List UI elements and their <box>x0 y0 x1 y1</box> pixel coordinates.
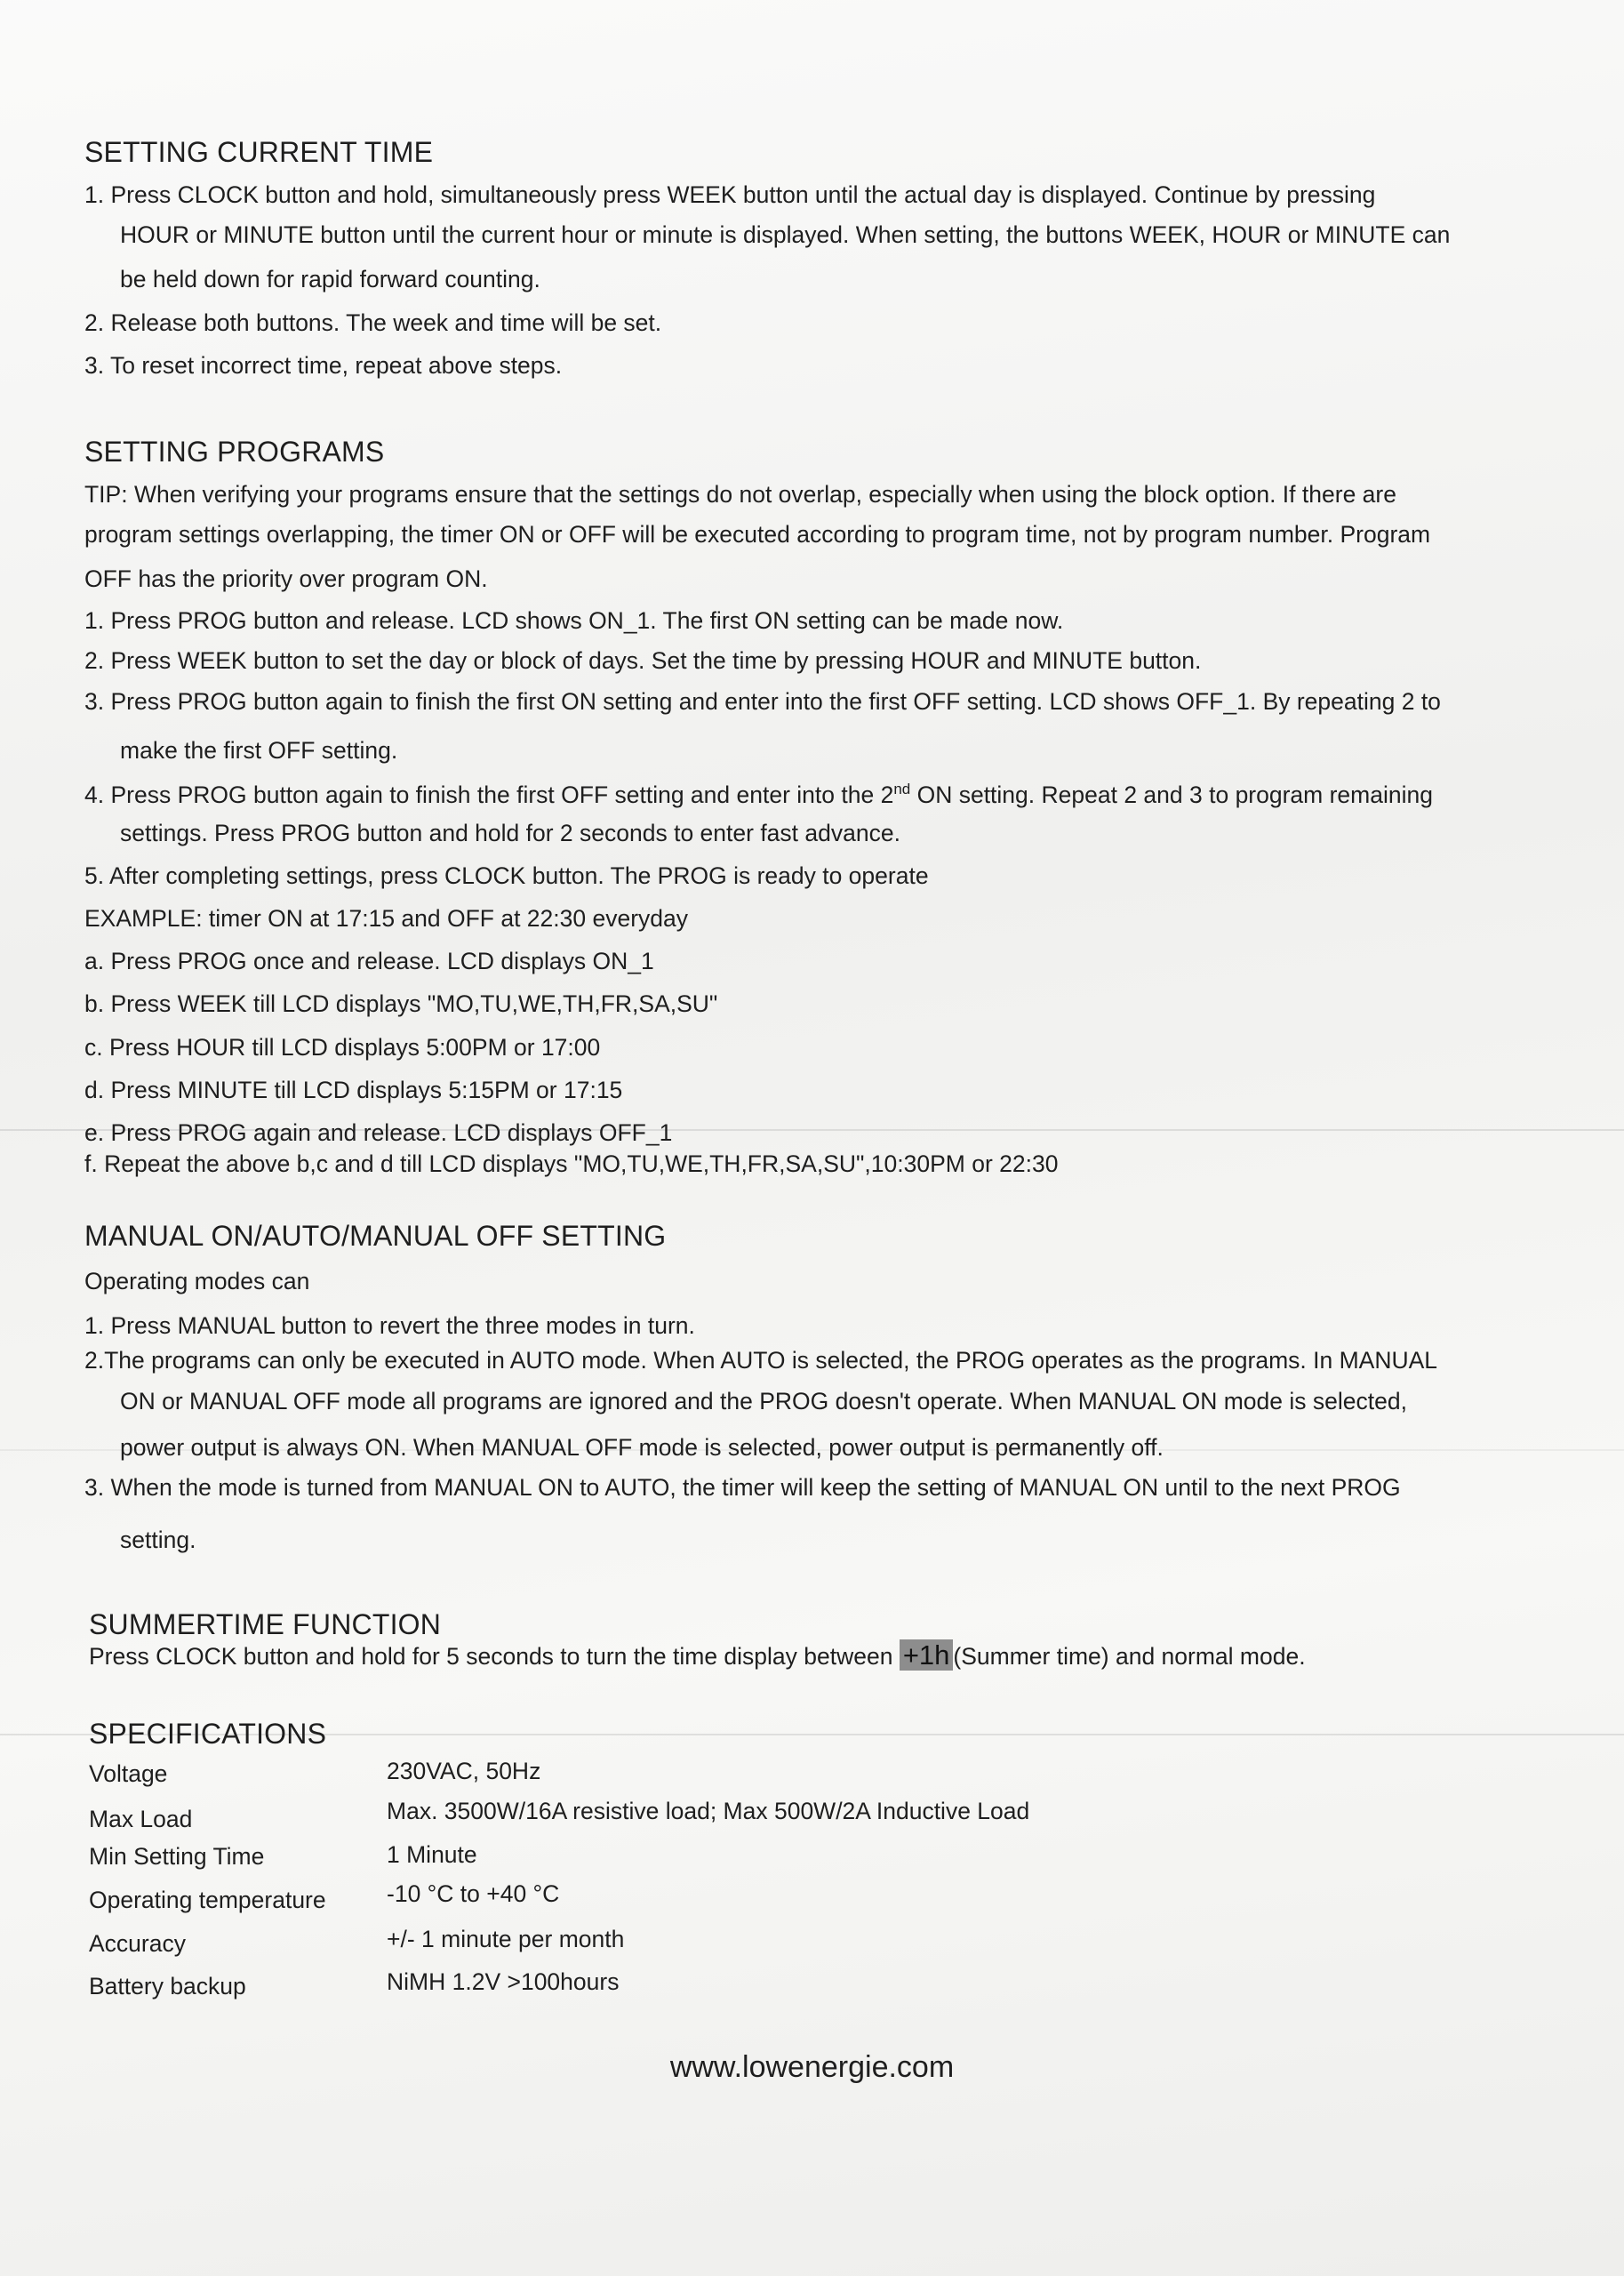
spec-value: NiMH 1.2V >100hours <box>387 1968 620 1995</box>
section-title-specs: SPECIFICATIONS <box>89 1718 327 1750</box>
plus-one-hour-badge: +1h <box>900 1639 954 1671</box>
programs-line: 1. Press PROG button and release. LCD shows ON_1. The first ON setting can be made now. <box>84 607 1064 634</box>
manual-line: power output is always ON. When MANUAL OFF mode is selected, power output is permanently off. <box>120 1434 1164 1461</box>
example-line: EXAMPLE: timer ON at 17:15 and OFF at 22:30 everyday <box>84 905 689 932</box>
section-title-current-time: SETTING CURRENT TIME <box>84 136 434 168</box>
spec-value: 1 Minute <box>387 1841 477 1868</box>
spec-label: Max Load <box>89 1806 193 1832</box>
programs-line: 3. Press PROG button again to finish the first ON setting and enter into the first OFF setting. LCD shows OFF_1. By repeating 2 to <box>84 688 1441 715</box>
programs-line: 2. Press WEEK button to set the day or block of days. Set the time by pressing HOUR and MINUTE button. <box>84 647 1202 674</box>
programs-line: 5. After completing settings, press CLOCK button. The PROG is ready to operate <box>84 862 929 889</box>
example-step: d. Press MINUTE till LCD displays 5:15PM or 17:15 <box>84 1077 623 1103</box>
spec-label: Min Setting Time <box>89 1843 265 1870</box>
current-time-line: HOUR or MINUTE button until the current hour or minute is displayed. When setting, the buttons WEEK, HOUR or MINUTE can <box>120 221 1451 248</box>
spec-label: Battery backup <box>89 1973 246 2000</box>
summertime-text: (Summer time) and normal mode. <box>953 1643 1306 1670</box>
manual-line: Operating modes can <box>84 1268 310 1294</box>
manual-line: ON or MANUAL OFF mode all programs are ignored and the PROG doesn't operate. When MANUAL ON mode is selected, <box>120 1388 1407 1414</box>
programs-line-text: ON setting. Repeat 2 and 3 to program remaining <box>910 781 1433 808</box>
manual-line: 2.The programs can only be executed in AUTO mode. When AUTO is selected, the PROG operates as the programs. In MANUAL <box>84 1347 1438 1374</box>
example-step: f. Repeat the above b,c and d till LCD displays "MO,TU,WE,TH,FR,SA,SU",10:30PM or 22:30 <box>84 1150 1059 1177</box>
programs-line-text: 4. Press PROG button again to finish the first OFF setting and enter into the 2 <box>84 781 894 808</box>
programs-line <box>84 775 1433 809</box>
current-time-line: be held down for rapid forward counting. <box>120 266 540 293</box>
spec-label: Voltage <box>89 1760 168 1787</box>
section-title-summertime: SUMMERTIME FUNCTION <box>89 1608 442 1640</box>
example-step: a. Press PROG once and release. LCD displays ON_1 <box>84 948 654 974</box>
example-step: b. Press WEEK till LCD displays "MO,TU,WE,TH,FR,SA,SU" <box>84 990 718 1017</box>
manual-line: 1. Press MANUAL button to revert the three modes in turn. <box>84 1312 695 1339</box>
manual-line: setting. <box>120 1527 196 1553</box>
programs-line: OFF has the priority over program ON. <box>84 565 488 592</box>
spec-value: Max. 3500W/16A resistive load; Max 500W/2A Inductive Load <box>387 1798 1030 1824</box>
section-title-manual: MANUAL ON/AUTO/MANUAL OFF SETTING <box>84 1220 667 1252</box>
programs-line: TIP: When verifying your programs ensure that the settings do not overlap, especially when using the block option. If there are <box>84 481 1396 508</box>
spec-label: Accuracy <box>89 1930 186 1957</box>
spec-label: Operating temperature <box>89 1887 326 1913</box>
programs-line: program settings overlapping, the timer ON or OFF will be executed according to program time, not by program number. Program <box>84 521 1431 548</box>
spec-value: +/- 1 minute per month <box>387 1926 625 1952</box>
superscript-nd: nd <box>893 781 911 797</box>
manual-line: 3. When the mode is turned from MANUAL ON to AUTO, the timer will keep the setting of MANUAL ON until to the next PROG <box>84 1474 1401 1501</box>
current-time-line: 3. To reset incorrect time, repeat above steps. <box>84 352 563 379</box>
example-step: e. Press PROG again and release. LCD displays OFF_1 <box>84 1119 673 1146</box>
section-title-programs: SETTING PROGRAMS <box>84 436 385 468</box>
programs-line: make the first OFF setting. <box>120 737 398 764</box>
summertime-line <box>89 1641 1306 1671</box>
website-footer: www.lowenergie.com <box>669 2050 955 2084</box>
spec-value: 230VAC, 50Hz <box>387 1758 541 1784</box>
summertime-text: Press CLOCK button and hold for 5 seconds to turn the time display between <box>89 1643 900 1670</box>
current-time-line: 2. Release both buttons. The week and time will be set. <box>84 309 662 336</box>
programs-line: settings. Press PROG button and hold for 2 seconds to enter fast advance. <box>120 820 900 846</box>
current-time-line: 1. Press CLOCK button and hold, simultaneously press WEEK button until the actual day is displayed. Continue by pressing <box>84 181 1376 208</box>
example-step: c. Press HOUR till LCD displays 5:00PM or 17:00 <box>84 1034 601 1061</box>
spec-value: -10 °C to +40 °C <box>387 1880 560 1907</box>
